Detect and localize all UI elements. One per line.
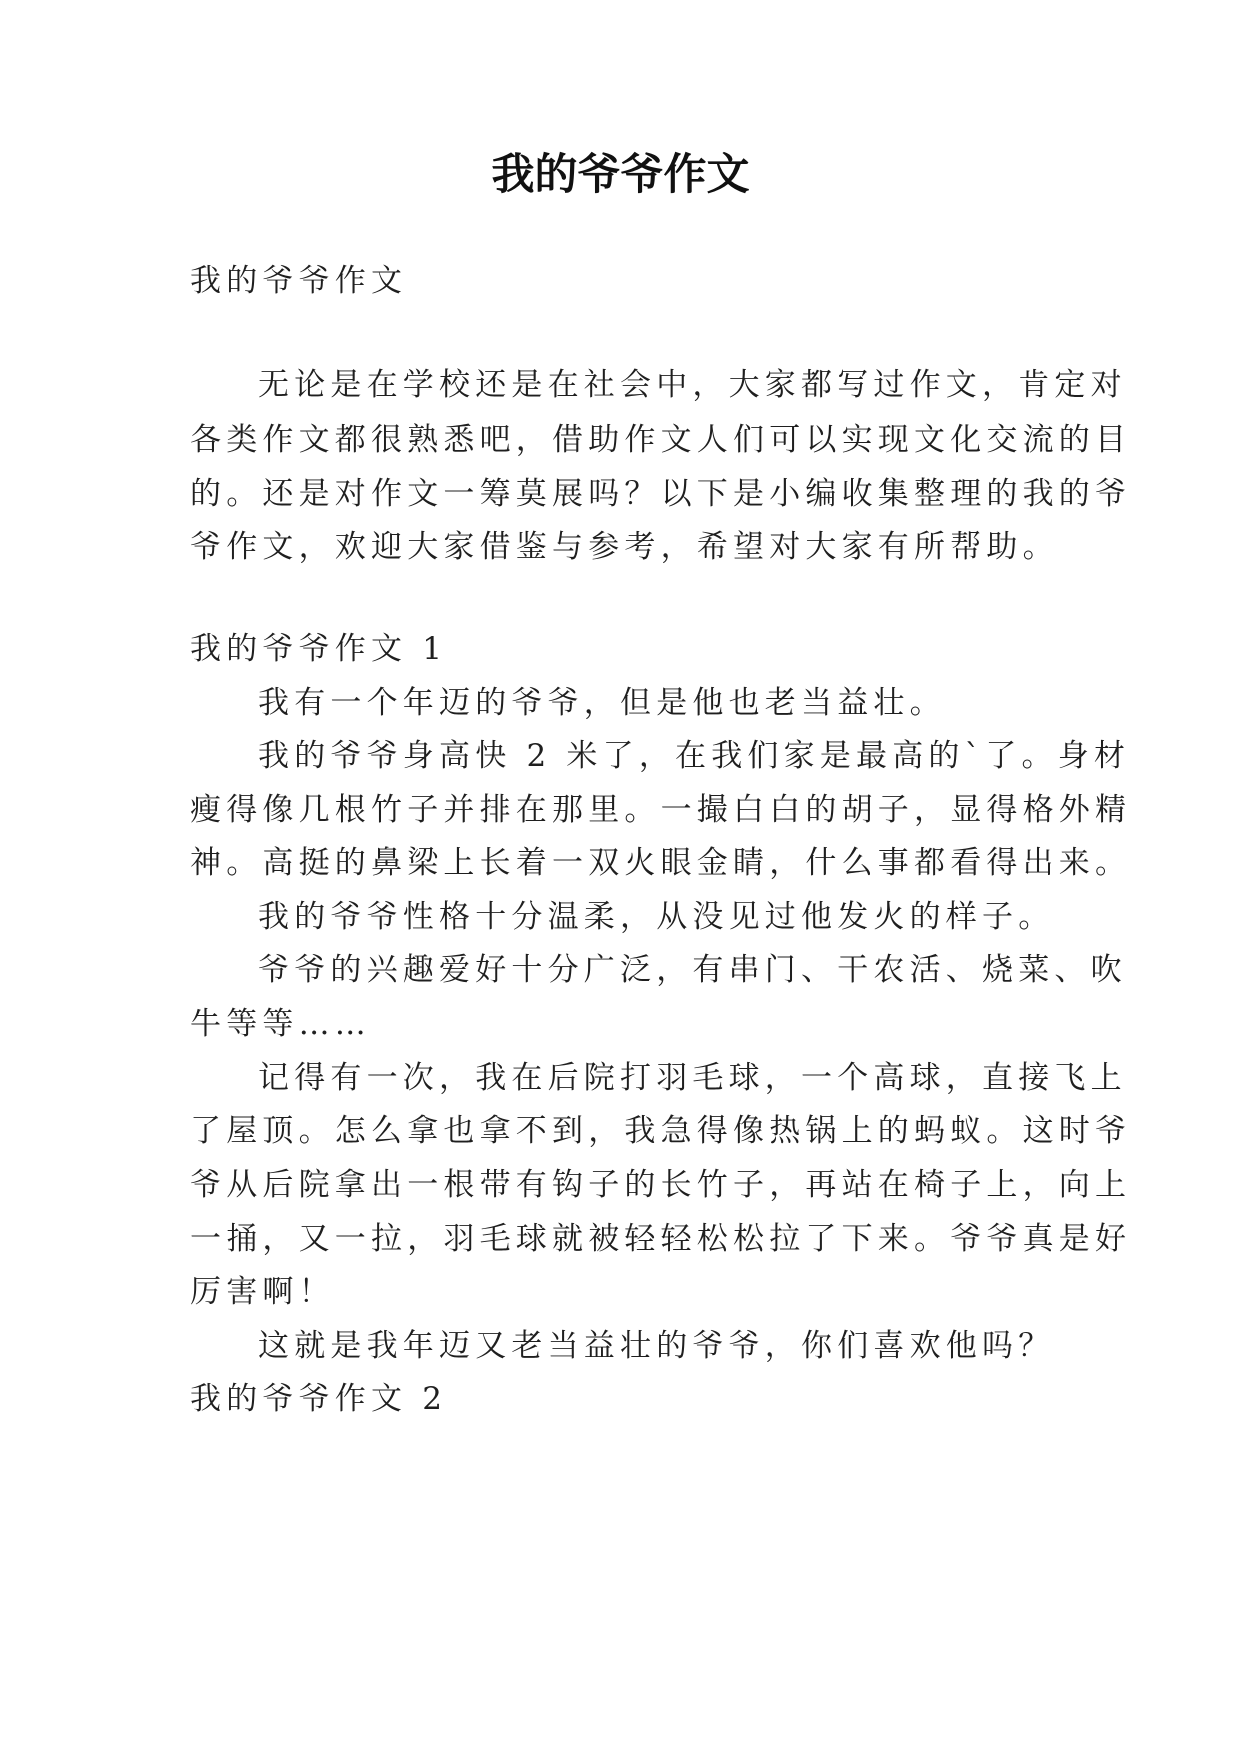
subtitle-line: 我的爷爷作文 [190, 263, 408, 299]
intro-paragraph-line: 各类作文都很熟悉吧，借助作文人们可以实现文化交流的目 [190, 422, 1132, 458]
essay-paragraph-line: 记得有一次，我在后院打羽毛球，一个高球，直接飞上 [258, 1060, 1127, 1096]
section-heading-2: 我的爷爷作文 2 [190, 1381, 448, 1417]
intro-paragraph-line: 无论是在学校还是在社会中，大家都写过作文，肯定对 [258, 367, 1127, 403]
essay-paragraph-line: 我的爷爷身高快 2 米了，在我们家是最高的`了。身材 [258, 738, 1131, 774]
essay-paragraph-line: 爷从后院拿出一根带有钩子的长竹子，再站在椅子上，向上 [190, 1167, 1132, 1203]
essay-paragraph-line: 神。高挺的鼻梁上长着一双火眼金睛，什么事都看得出来。 [190, 845, 1132, 881]
section-heading-1: 我的爷爷作文 1 [190, 631, 448, 667]
essay-paragraph-line: 爷爷的兴趣爱好十分广泛，有串门、干农活、烧菜、吹 [258, 952, 1127, 988]
essay-paragraph-line: 我有一个年迈的爷爷，但是他也老当益壮。 [258, 685, 946, 721]
essay-paragraph-line: 牛等等…… [190, 1006, 371, 1042]
essay-paragraph-line: 我的爷爷性格十分温柔，从没见过他发火的样子。 [258, 899, 1055, 935]
essay-paragraph-line: 厉害啊！ [190, 1274, 335, 1310]
essay-paragraph-line: 了屋顶。怎么拿也拿不到，我急得像热锅上的蚂蚁。这时爷 [190, 1113, 1132, 1149]
intro-paragraph-line: 爷作文，欢迎大家借鉴与参考，希望对大家有所帮助。 [190, 529, 1059, 565]
document-title: 我的爷爷作文 [491, 150, 750, 200]
essay-paragraph-line: 瘦得像几根竹子并排在那里。一撮白白的胡子，显得格外精 [190, 792, 1132, 828]
essay-paragraph-line: 一捅，又一拉，羽毛球就被轻轻松松拉了下来。爷爷真是好 [190, 1221, 1132, 1257]
essay-paragraph-line: 这就是我年迈又老当益壮的爷爷，你们喜欢他吗？ [258, 1328, 1055, 1364]
intro-paragraph-line: 的。还是对作文一筹莫展吗？以下是小编收集整理的我的爷 [190, 476, 1132, 512]
